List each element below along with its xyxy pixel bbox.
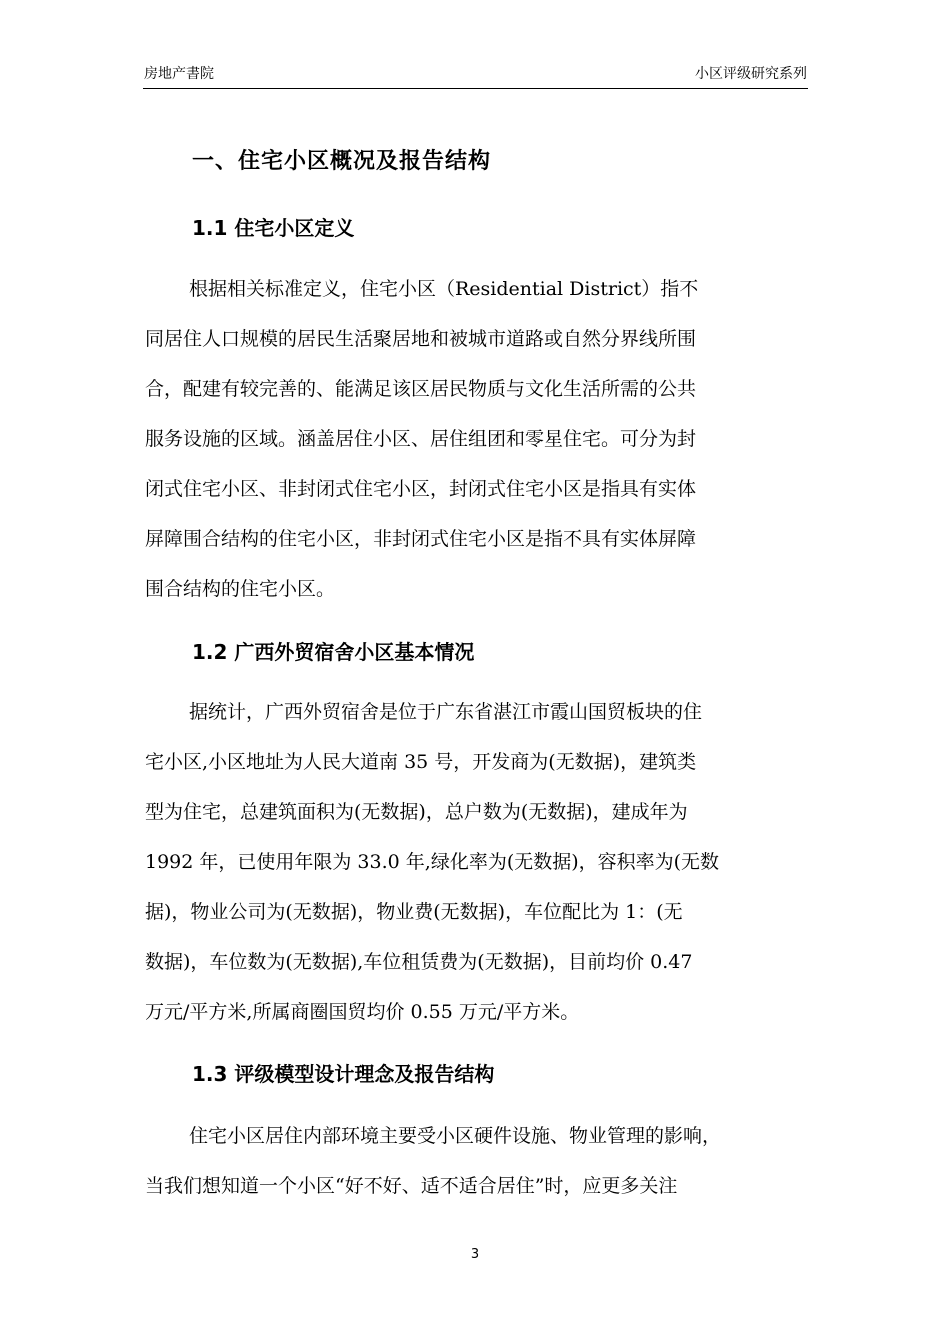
text-line: 根据相关标准定义，住宅小区（Residential District）指不 bbox=[189, 278, 699, 300]
text-line: 住宅小区居住内部环境主要受小区硬件设施、物业管理的影响， bbox=[189, 1125, 722, 1147]
text-line: 服务设施的区域。涵盖居住小区、居住组团和零星住宅。可分为封 bbox=[145, 428, 697, 450]
section-heading-1-1: 1.1 住宅小区定义 bbox=[192, 216, 355, 240]
text-line: 万元/平方米,所属商圈国贸均价 0.55 万元/平方米。 bbox=[145, 1001, 580, 1023]
text-line: 1992 年，已使用年限为 33.0 年,绿化率为(无数据)，容积率为(无数 bbox=[145, 851, 720, 873]
text-line: 据统计，广西外贸宿舍是位于广东省湛江市霞山国贸板块的住 bbox=[189, 701, 703, 723]
text-line: 当我们想知道一个小区“好不好、适不适合居住”时，应更多关注 bbox=[145, 1175, 678, 1197]
text-line: 数据)，车位数为(无数据),车位租赁费为(无数据)，目前均价 0.47 bbox=[145, 951, 693, 973]
text-line: 型为住宅，总建筑面积为(无数据)，总户数为(无数据)，建成年为 bbox=[145, 801, 688, 823]
text-line: 闭式住宅小区、非封闭式住宅小区，封闭式住宅小区是指具有实体 bbox=[145, 478, 697, 500]
header-publisher: 房地产書院 bbox=[144, 66, 214, 82]
text-line: 屏障围合结构的住宅小区，非封闭式住宅小区是指不具有实体屏障 bbox=[145, 528, 697, 550]
section-body-1-3 bbox=[145, 1111, 809, 1211]
page-header bbox=[143, 64, 808, 89]
text-line: 据)，物业公司为(无数据)，物业费(无数据)，车位配比为 1：(无 bbox=[145, 901, 683, 923]
section-body-1-1 bbox=[145, 264, 809, 614]
text-line: 同居住人口规模的居民生活聚居地和被城市道路或自然分界线所围 bbox=[145, 328, 697, 350]
section-heading-1-3: 1.3 评级模型设计理念及报告结构 bbox=[192, 1062, 495, 1086]
text-line: 合，配建有较完善的、能满足该区居民物质与文化生活所需的公共 bbox=[145, 378, 697, 400]
section-body-1-2 bbox=[145, 687, 809, 1037]
text-line: 围合结构的住宅小区。 bbox=[145, 578, 336, 600]
section-heading-1-2: 1.2 广西外贸宿舍小区基本情况 bbox=[192, 640, 475, 664]
chapter-title: 一、住宅小区概况及报告结构 bbox=[192, 149, 492, 174]
text-line: 宅小区,小区地址为人民大道南 35 号，开发商为(无数据)，建筑类 bbox=[145, 751, 697, 773]
header-series-title: 小区评级研究系列 bbox=[695, 66, 807, 82]
page-number: 3 bbox=[470, 1247, 480, 1262]
